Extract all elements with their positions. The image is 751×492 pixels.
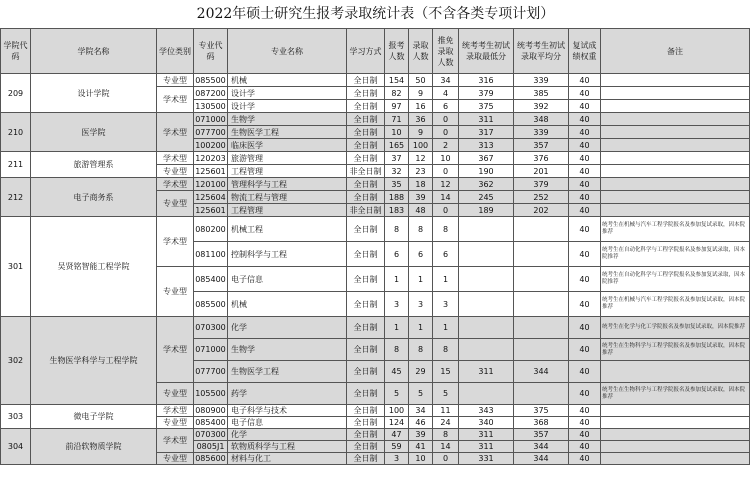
remark-cell [601, 405, 750, 417]
retest-weight-cell: 40 [569, 74, 601, 87]
avg-score-cell: 385 [514, 87, 569, 100]
degree-type-cell: 学术型 [157, 178, 194, 191]
avg-score-cell [514, 292, 569, 317]
exempt-admitted-cell: 2 [433, 139, 459, 152]
admitted-cell: 16 [409, 100, 433, 113]
major-code-cell: 120203 [195, 153, 226, 163]
avg-score-cell: 376 [514, 152, 569, 165]
min-score-cell: 379 [459, 87, 514, 100]
table-row [1, 429, 750, 441]
admitted-cell: 9 [409, 126, 433, 139]
applicants-cell: 37 [385, 152, 409, 165]
table-row [1, 152, 750, 165]
min-score-cell: 313 [459, 139, 514, 152]
retest-weight-cell: 40 [569, 453, 601, 465]
remark-cell: 统考生在生物科学与工程学院报名及参加复试录取，因本院推荐 [601, 339, 750, 361]
retest-weight-cell: 40 [569, 126, 601, 139]
major-code-cell: 085500 [195, 75, 226, 85]
retest-weight-cell: 40 [569, 139, 601, 152]
remark-cell: 统考生在化学与化工学院报名及参加复试录取，因本院推荐 [601, 317, 750, 339]
min-score-cell [459, 217, 514, 242]
retest-weight-cell: 40 [569, 178, 601, 191]
remark-cell [601, 361, 750, 383]
major-name-cell: 设计学 [228, 87, 347, 100]
major-code-cell: 0805J1 [194, 441, 228, 453]
major-code-cell: 130500 [195, 101, 226, 111]
column-header: 学习方式 [347, 29, 385, 74]
study-mode-cell: 全日制 [347, 178, 385, 191]
remark-cell [601, 100, 750, 113]
remark-cell [601, 165, 750, 178]
min-score-cell: 311 [459, 429, 514, 441]
degree-type-cell: 学术型 [157, 87, 194, 113]
admitted-cell: 34 [409, 405, 433, 417]
study-mode-cell: 全日制 [347, 113, 385, 126]
applicants-cell: 5 [385, 383, 409, 405]
min-score-cell: 189 [459, 204, 514, 217]
admitted-cell: 1 [409, 267, 433, 292]
exempt-admitted-cell: 14 [433, 441, 459, 453]
study-mode-cell: 全日制 [347, 100, 385, 113]
exempt-admitted-cell: 34 [433, 74, 459, 87]
degree-type-cell: 专业型 [157, 74, 194, 87]
applicants-cell: 6 [385, 242, 409, 267]
degree-type-cell: 学术型 [157, 152, 194, 165]
admitted-cell: 3 [409, 292, 433, 317]
exempt-admitted-cell: 6 [433, 242, 459, 267]
admitted-cell: 48 [409, 204, 433, 217]
avg-score-cell: 357 [514, 139, 569, 152]
major-code-cell: 081100 [194, 242, 228, 267]
avg-score-cell: 344 [514, 453, 569, 465]
min-score-cell [459, 339, 514, 361]
study-mode-cell: 全日制 [347, 383, 385, 405]
applicants-cell: 82 [385, 87, 409, 100]
min-score-cell: 317 [459, 126, 514, 139]
remark-cell [601, 113, 750, 126]
admitted-cell: 12 [409, 152, 433, 165]
degree-type-cell: 专业型 [157, 165, 194, 178]
min-score-cell: 331 [459, 453, 514, 465]
major-name-cell: 电子科学与技术 [228, 405, 347, 417]
column-header: 统考考生初试录取平均分 [514, 29, 569, 74]
avg-score-cell [514, 317, 569, 339]
avg-score-cell [514, 217, 569, 242]
admitted-cell: 10 [409, 453, 433, 465]
major-name-cell: 机械工程 [228, 217, 347, 242]
major-code-cell: 125601 [195, 205, 226, 215]
retest-weight-cell: 40 [569, 441, 601, 453]
min-score-cell [459, 383, 514, 405]
major-code-cell: 100200 [195, 140, 226, 150]
study-mode-cell: 全日制 [347, 267, 385, 292]
avg-score-cell: 339 [514, 74, 569, 87]
column-header: 推免录取人数 [433, 29, 459, 74]
retest-weight-cell: 40 [569, 383, 601, 405]
min-score-cell [459, 317, 514, 339]
remark-cell: 统考生在生物科学与工程学院报名及参加复试录取，因本院推荐 [601, 383, 750, 405]
retest-weight-cell: 40 [569, 417, 601, 429]
exempt-admitted-cell: 0 [433, 453, 459, 465]
major-name-cell: 软物质科学与工程 [228, 441, 347, 453]
degree-type-cell: 专业型 [157, 453, 194, 465]
avg-score-cell: 357 [514, 429, 569, 441]
admission-stats-table [0, 28, 750, 465]
min-score-cell: 367 [459, 152, 514, 165]
major-name-cell: 旅游管理 [228, 152, 347, 165]
column-header: 专业名称 [228, 29, 347, 74]
column-header: 报考人数 [385, 29, 409, 74]
applicants-cell: 10 [385, 126, 409, 139]
table-row [1, 74, 750, 87]
study-mode-cell: 非全日制 [347, 165, 385, 178]
college-name-cell: 微电子学院 [31, 405, 157, 429]
major-name-cell: 生物学 [228, 339, 347, 361]
min-score-cell [459, 292, 514, 317]
degree-type-cell: 学术型 [157, 429, 194, 453]
major-code-cell: 125601 [195, 166, 226, 176]
applicants-cell: 3 [385, 453, 409, 465]
applicants-cell: 1 [385, 267, 409, 292]
remark-cell: 统考生在自动化科学与工程学院报名及参加复试录取，因本院推荐 [601, 267, 750, 292]
avg-score-cell: 379 [514, 178, 569, 191]
retest-weight-cell: 40 [569, 267, 601, 292]
column-header: 专业代码 [194, 29, 228, 74]
major-name-cell: 工程管理 [228, 165, 347, 178]
major-code-cell: 077700 [195, 127, 226, 137]
college-code-cell: 209 [1, 74, 31, 113]
major-name-cell: 生物医学工程 [228, 361, 347, 383]
study-mode-cell: 全日制 [347, 191, 385, 204]
exempt-admitted-cell: 8 [433, 429, 459, 441]
remark-cell: 统考生在自动化科学与工程学院报名及参加复试录取，因本院推荐 [601, 242, 750, 267]
major-code-cell: 087200 [195, 88, 226, 98]
exempt-admitted-cell: 14 [433, 191, 459, 204]
exempt-admitted-cell: 8 [433, 339, 459, 361]
retest-weight-cell: 40 [569, 405, 601, 417]
applicants-cell: 97 [385, 100, 409, 113]
admitted-cell: 41 [409, 441, 433, 453]
major-name-cell: 化学 [228, 317, 347, 339]
exempt-admitted-cell: 24 [433, 417, 459, 429]
degree-type-cell: 学术型 [157, 113, 194, 152]
major-name-cell: 临床医学 [228, 139, 347, 152]
degree-type-cell: 专业型 [157, 267, 194, 317]
study-mode-cell: 全日制 [347, 317, 385, 339]
major-code-cell: 105500 [194, 383, 228, 405]
major-name-cell: 机械 [228, 74, 347, 87]
column-header: 统考考生初试录取最低分 [459, 29, 514, 74]
applicants-cell: 3 [385, 292, 409, 317]
page-title: 2022年硕士研究生报考录取统计表（不含各类专项计划） [196, 6, 555, 22]
study-mode-cell: 全日制 [347, 405, 385, 417]
study-mode-cell: 全日制 [347, 429, 385, 441]
study-mode-cell: 全日制 [347, 87, 385, 100]
major-code-cell: 071000 [195, 114, 226, 124]
applicants-cell: 1 [385, 317, 409, 339]
degree-type-cell: 学术型 [157, 317, 194, 383]
retest-weight-cell: 40 [569, 191, 601, 204]
study-mode-cell: 全日制 [347, 417, 385, 429]
applicants-cell: 45 [385, 361, 409, 383]
retest-weight-cell: 40 [569, 113, 601, 126]
major-code-cell: 085400 [195, 418, 226, 427]
applicants-cell: 154 [385, 74, 409, 87]
stats-table-container [0, 28, 751, 465]
study-mode-cell: 全日制 [347, 242, 385, 267]
min-score-cell: 362 [459, 178, 514, 191]
applicants-cell: 188 [385, 191, 409, 204]
college-code-cell: 212 [1, 178, 31, 217]
exempt-admitted-cell: 0 [433, 126, 459, 139]
applicants-cell: 32 [385, 165, 409, 178]
exempt-admitted-cell: 0 [433, 113, 459, 126]
min-score-cell: 375 [459, 100, 514, 113]
study-mode-cell: 全日制 [347, 361, 385, 383]
exempt-admitted-cell: 6 [433, 100, 459, 113]
table-row [1, 113, 750, 126]
college-code-cell: 210 [1, 113, 31, 152]
college-code-cell: 304 [1, 429, 31, 465]
college-name-cell: 前沿软物质学院 [31, 429, 157, 465]
study-mode-cell: 全日制 [347, 441, 385, 453]
major-name-cell: 电子信息 [228, 417, 347, 429]
degree-type-cell: 专业型 [157, 383, 194, 405]
exempt-admitted-cell: 0 [433, 204, 459, 217]
major-name-cell: 电子信息 [228, 267, 347, 292]
table-row [1, 405, 750, 417]
admitted-cell: 18 [409, 178, 433, 191]
remark-cell [601, 191, 750, 204]
study-mode-cell: 全日制 [347, 126, 385, 139]
applicants-cell: 183 [385, 204, 409, 217]
min-score-cell [459, 242, 514, 267]
major-code-cell: 085600 [195, 454, 226, 463]
major-name-cell: 管理科学与工程 [228, 178, 347, 191]
major-name-cell: 控制科学与工程 [228, 242, 347, 267]
study-mode-cell: 全日制 [347, 152, 385, 165]
remark-cell: 统考生在机械与汽车工程学院报名及参加复试录取，因本院推荐 [601, 292, 750, 317]
study-mode-cell: 全日制 [347, 139, 385, 152]
major-code-cell: 120100 [195, 179, 226, 189]
admitted-cell: 8 [409, 339, 433, 361]
admitted-cell: 100 [409, 139, 433, 152]
major-name-cell: 设计学 [228, 100, 347, 113]
remark-cell [601, 178, 750, 191]
column-header: 复试成绩权重 [569, 29, 601, 74]
exempt-admitted-cell: 10 [433, 152, 459, 165]
column-header: 学院名称 [31, 29, 157, 74]
study-mode-cell: 全日制 [347, 74, 385, 87]
exempt-admitted-cell: 15 [433, 361, 459, 383]
avg-score-cell: 344 [514, 441, 569, 453]
avg-score-cell: 375 [514, 405, 569, 417]
min-score-cell: 311 [459, 361, 514, 383]
retest-weight-cell: 40 [569, 204, 601, 217]
exempt-admitted-cell: 0 [433, 165, 459, 178]
study-mode-cell: 全日制 [347, 292, 385, 317]
retest-weight-cell: 40 [569, 339, 601, 361]
college-name-cell: 医学院 [31, 113, 157, 152]
college-name-cell: 设计学院 [31, 74, 157, 113]
remark-cell [601, 126, 750, 139]
admitted-cell: 1 [409, 317, 433, 339]
study-mode-cell: 全日制 [347, 339, 385, 361]
admitted-cell: 29 [409, 361, 433, 383]
admitted-cell: 39 [409, 191, 433, 204]
retest-weight-cell: 40 [569, 87, 601, 100]
remark-cell [601, 74, 750, 87]
retest-weight-cell: 40 [569, 317, 601, 339]
major-code-cell: 085500 [194, 292, 228, 317]
major-code-cell: 125604 [195, 192, 226, 202]
degree-type-cell: 专业型 [157, 191, 194, 217]
retest-weight-cell: 40 [569, 242, 601, 267]
exempt-admitted-cell: 12 [433, 178, 459, 191]
avg-score-cell: 348 [514, 113, 569, 126]
applicants-cell: 59 [385, 441, 409, 453]
avg-score-cell: 201 [514, 165, 569, 178]
admitted-cell: 36 [409, 113, 433, 126]
major-name-cell: 材料与化工 [228, 453, 347, 465]
admitted-cell: 5 [409, 383, 433, 405]
major-name-cell: 化学 [228, 429, 347, 441]
college-name-cell: 吴贤铭智能工程学院 [31, 217, 157, 317]
table-row [1, 178, 750, 191]
remark-cell [601, 429, 750, 441]
major-code-cell: 070300 [194, 317, 228, 339]
study-mode-cell: 非全日制 [347, 204, 385, 217]
applicants-cell: 124 [385, 417, 409, 429]
major-code-cell: 071000 [194, 339, 228, 361]
retest-weight-cell: 40 [569, 361, 601, 383]
avg-score-cell: 344 [514, 361, 569, 383]
college-name-cell: 生物医学科学与工程学院 [31, 317, 157, 405]
avg-score-cell [514, 383, 569, 405]
admitted-cell: 50 [409, 74, 433, 87]
min-score-cell: 245 [459, 191, 514, 204]
admitted-cell: 9 [409, 87, 433, 100]
admitted-cell: 23 [409, 165, 433, 178]
exempt-admitted-cell: 3 [433, 292, 459, 317]
college-code-cell: 302 [1, 317, 31, 405]
applicants-cell: 47 [385, 429, 409, 441]
avg-score-cell [514, 267, 569, 292]
avg-score-cell: 392 [514, 100, 569, 113]
min-score-cell: 340 [459, 417, 514, 429]
retest-weight-cell: 40 [569, 292, 601, 317]
major-name-cell: 工程管理 [228, 204, 347, 217]
major-code-cell: 080200 [194, 217, 228, 242]
college-name-cell: 电子商务系 [31, 178, 157, 217]
applicants-cell: 8 [385, 339, 409, 361]
major-name-cell: 生物医学工程 [228, 126, 347, 139]
exempt-admitted-cell: 11 [433, 405, 459, 417]
major-name-cell: 生物学 [228, 113, 347, 126]
major-code-cell: 077700 [194, 361, 228, 383]
applicants-cell: 100 [385, 405, 409, 417]
remark-cell [601, 152, 750, 165]
study-mode-cell: 全日制 [347, 453, 385, 465]
retest-weight-cell: 40 [569, 429, 601, 441]
admitted-cell: 8 [409, 217, 433, 242]
retest-weight-cell: 40 [569, 100, 601, 113]
min-score-cell: 311 [459, 113, 514, 126]
table-row [1, 317, 750, 339]
degree-type-cell: 学术型 [157, 217, 194, 267]
college-name-cell: 旅游管理系 [31, 152, 157, 178]
major-code-cell: 070300 [195, 430, 226, 439]
degree-type-cell: 专业型 [157, 417, 194, 429]
major-name-cell: 机械 [228, 292, 347, 317]
remark-cell: 统考生在机械与汽车工程学院报名及参加复试录取，因本院推荐 [601, 217, 750, 242]
admitted-cell: 46 [409, 417, 433, 429]
column-header: 录取人数 [409, 29, 433, 74]
admitted-cell: 6 [409, 242, 433, 267]
avg-score-cell [514, 242, 569, 267]
major-name-cell: 物流工程与管理 [228, 191, 347, 204]
degree-type-cell: 学术型 [157, 405, 194, 417]
remark-cell [601, 139, 750, 152]
remark-cell [601, 453, 750, 465]
exempt-admitted-cell: 8 [433, 217, 459, 242]
exempt-admitted-cell: 1 [433, 267, 459, 292]
major-code-cell: 085400 [194, 267, 228, 292]
avg-score-cell: 252 [514, 191, 569, 204]
retest-weight-cell: 40 [569, 165, 601, 178]
study-mode-cell: 全日制 [347, 217, 385, 242]
major-code-cell: 080900 [195, 406, 226, 415]
avg-score-cell: 202 [514, 204, 569, 217]
avg-score-cell: 339 [514, 126, 569, 139]
retest-weight-cell: 40 [569, 152, 601, 165]
column-header: 学院代码 [1, 29, 31, 74]
admitted-cell: 39 [409, 429, 433, 441]
applicants-cell: 71 [385, 113, 409, 126]
college-code-cell: 301 [1, 217, 31, 317]
applicants-cell: 35 [385, 178, 409, 191]
avg-score-cell: 368 [514, 417, 569, 429]
min-score-cell [459, 267, 514, 292]
header-row [1, 29, 750, 74]
column-header: 备注 [601, 29, 750, 74]
exempt-admitted-cell: 4 [433, 87, 459, 100]
remark-cell [601, 87, 750, 100]
applicants-cell: 8 [385, 217, 409, 242]
avg-score-cell [514, 339, 569, 361]
column-header: 学位类别 [157, 29, 194, 74]
remark-cell [601, 204, 750, 217]
exempt-admitted-cell: 1 [433, 317, 459, 339]
retest-weight-cell: 40 [569, 217, 601, 242]
college-code-cell: 303 [1, 405, 31, 429]
min-score-cell: 190 [459, 165, 514, 178]
major-name-cell: 药学 [228, 383, 347, 405]
remark-cell [601, 441, 750, 453]
min-score-cell: 343 [459, 405, 514, 417]
min-score-cell: 311 [459, 441, 514, 453]
remark-cell [601, 417, 750, 429]
min-score-cell: 316 [459, 74, 514, 87]
table-row [1, 217, 750, 242]
college-code-cell: 211 [1, 152, 31, 178]
exempt-admitted-cell: 5 [433, 383, 459, 405]
applicants-cell: 165 [385, 139, 409, 152]
